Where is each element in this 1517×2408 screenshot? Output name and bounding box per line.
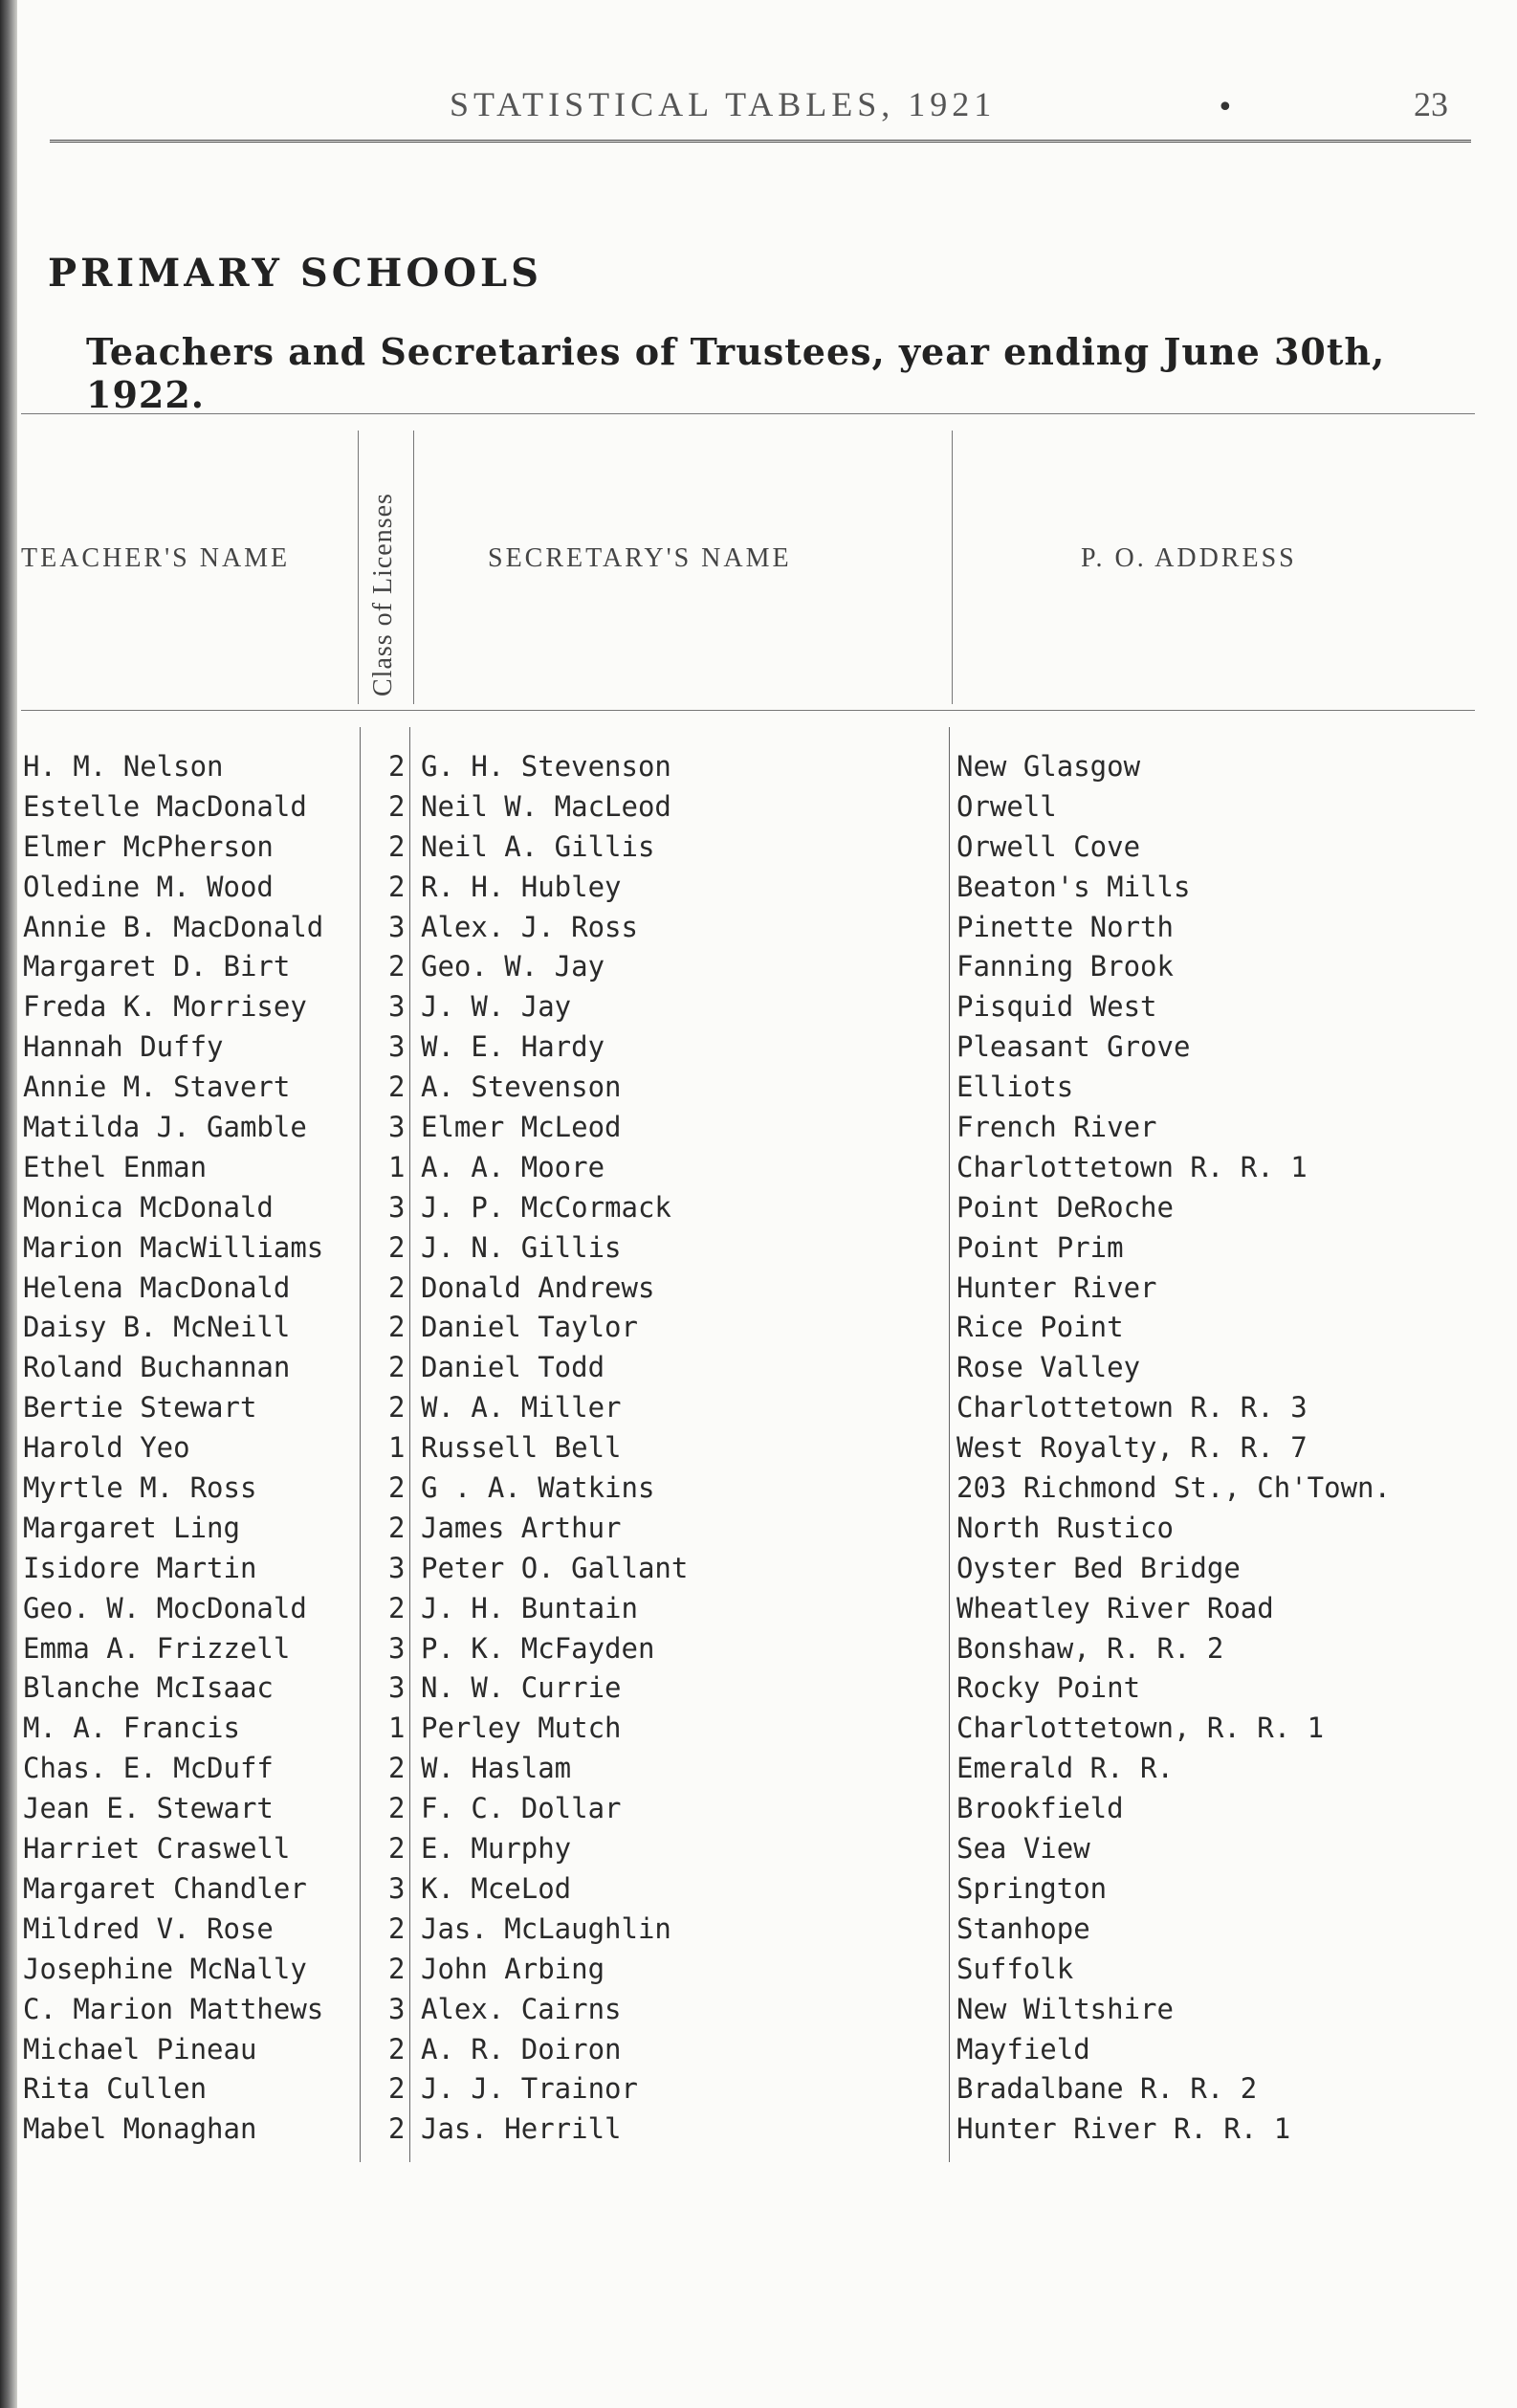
table-row <box>0 750 1517 790</box>
secretary-name-cell: F. C. Dollar <box>421 1792 622 1825</box>
secretary-name-cell: Neil A. Gillis <box>421 829 655 863</box>
table-row <box>0 2112 1517 2153</box>
table-row <box>0 1151 1517 1191</box>
license-class-cell: 3 <box>388 1190 406 1224</box>
table-row <box>0 1512 1517 1552</box>
table-row <box>0 990 1517 1030</box>
secretary-name-cell: A. A. Moore <box>421 1150 605 1183</box>
license-class-cell: 3 <box>388 1871 406 1905</box>
teacher-name-cell: Chas. E. McDuff <box>23 1752 274 1785</box>
table-row <box>0 1431 1517 1471</box>
po-address-cell: Pinette North <box>956 910 1174 943</box>
header-divider <box>952 431 953 704</box>
teacher-table-body <box>0 750 1517 2153</box>
table-row <box>0 1271 1517 1312</box>
license-class-cell: 1 <box>388 1431 406 1465</box>
secretary-name-cell: J. N. Gillis <box>421 1230 622 1264</box>
table-row <box>0 1993 1517 2033</box>
table-row <box>0 1712 1517 1752</box>
table-row <box>0 1471 1517 1512</box>
po-address-cell: Bonshaw, R. R. 2 <box>956 1631 1224 1665</box>
po-address-cell: Beaton's Mills <box>956 870 1191 903</box>
po-address-cell: Stanhope <box>956 1911 1090 1945</box>
po-address-cell: Brookfield <box>956 1792 1124 1825</box>
po-address-cell: West Royalty, R. R. 7 <box>956 1431 1308 1465</box>
license-class-cell: 3 <box>388 1631 406 1665</box>
secretary-name-cell: Jas. Herrill <box>421 2112 622 2146</box>
header-bottom-rule <box>21 710 1475 711</box>
table-row <box>0 911 1517 951</box>
running-title: STATISTICAL TABLES, 1921 <box>450 85 997 123</box>
teacher-name-cell: Hannah Duffy <box>23 1030 224 1064</box>
table-row <box>0 790 1517 830</box>
table-top-rule <box>21 413 1475 414</box>
secretary-name-cell: Neil W. MacLeod <box>421 789 671 823</box>
license-class-cell: 2 <box>388 1792 406 1825</box>
table-row <box>0 1391 1517 1431</box>
po-address-cell: Suffolk <box>956 1952 1074 1985</box>
po-address-cell: Orwell <box>956 789 1057 823</box>
secretary-name-cell: G. H. Stevenson <box>421 750 671 783</box>
secretary-name-cell: Alex. Cairns <box>421 1992 622 2025</box>
table-row <box>0 1311 1517 1351</box>
teacher-name-cell: H. M. Nelson <box>23 750 224 783</box>
header-divider <box>358 431 359 704</box>
po-address-cell: French River <box>956 1111 1157 1144</box>
table-row <box>0 1191 1517 1231</box>
teacher-name-cell: Mildred V. Rose <box>23 1911 274 1945</box>
header-dot: • <box>1217 91 1234 124</box>
po-address-cell: Rice Point <box>956 1311 1124 1344</box>
table-row <box>0 1592 1517 1632</box>
teacher-name-cell: Helena MacDonald <box>23 1270 291 1304</box>
teacher-name-cell: Harold Yeo <box>23 1431 190 1465</box>
table-row <box>0 1671 1517 1712</box>
license-class-cell: 2 <box>388 1391 406 1425</box>
secretary-name-cell: R. H. Hubley <box>421 870 622 903</box>
license-class-cell: 2 <box>388 1311 406 1344</box>
teacher-name-cell: Myrtle M. Ross <box>23 1471 257 1505</box>
teacher-name-cell: C. Marion Matthews <box>23 1992 324 2025</box>
secretary-name-cell: W. Haslam <box>421 1752 572 1785</box>
table-subtitle: Teachers and Secretaries of Trustees, year ending June 30th, 1922. <box>86 330 1386 416</box>
teacher-name-cell: Margaret D. Birt <box>23 950 291 983</box>
secretary-name-cell: P. K. McFayden <box>421 1631 655 1665</box>
po-address-cell: Wheatley River Road <box>956 1591 1274 1624</box>
po-address-cell: Charlottetown R. R. 3 <box>956 1391 1308 1425</box>
license-class-cell: 2 <box>388 870 406 903</box>
table-row <box>0 2033 1517 2073</box>
license-class-cell: 3 <box>388 910 406 943</box>
po-address-cell: Elliots <box>956 1071 1074 1104</box>
license-class-cell: 2 <box>388 829 406 863</box>
table-row <box>0 1792 1517 1832</box>
table-row <box>0 950 1517 990</box>
license-class-cell: 3 <box>388 1551 406 1584</box>
teacher-name-cell: M. A. Francis <box>23 1712 240 1745</box>
po-address-cell: Springton <box>956 1871 1108 1905</box>
teacher-name-cell: Mabel Monaghan <box>23 2112 257 2146</box>
teacher-name-cell: Estelle MacDonald <box>23 789 307 823</box>
license-class-cell: 1 <box>388 1712 406 1745</box>
secretary-name-cell: Elmer McLeod <box>421 1111 622 1144</box>
license-class-label: Class of Licenses <box>368 493 398 696</box>
teacher-name-cell: Margaret Chandler <box>23 1871 307 1905</box>
table-row <box>0 1552 1517 1592</box>
license-class-cell: 2 <box>388 1952 406 1985</box>
po-address-cell: Oyster Bed Bridge <box>956 1551 1241 1584</box>
license-class-cell: 3 <box>388 990 406 1024</box>
table-row <box>0 1912 1517 1953</box>
license-class-cell: 2 <box>388 789 406 823</box>
license-class-cell: 2 <box>388 1230 406 1264</box>
teacher-name-cell: Ethel Enman <box>23 1150 208 1183</box>
teacher-name-cell: Monica McDonald <box>23 1190 274 1224</box>
table-row <box>0 1953 1517 1993</box>
po-address-cell: Pisquid West <box>956 990 1157 1024</box>
secretary-name-cell: Daniel Todd <box>421 1351 605 1384</box>
teacher-name-cell: Bertie Stewart <box>23 1391 257 1425</box>
table-row <box>0 1832 1517 1872</box>
secretary-name-cell: N. W. Currie <box>421 1671 622 1705</box>
po-address-cell: Pleasant Grove <box>956 1030 1191 1064</box>
table-row <box>0 871 1517 911</box>
secretary-name-cell: A. R. Doiron <box>421 2032 622 2066</box>
po-address-cell: Bradalbane R. R. 2 <box>956 2072 1258 2106</box>
secretary-name-cell: Russell Bell <box>421 1431 622 1465</box>
po-address-cell: Hunter River R. R. 1 <box>956 2112 1291 2146</box>
table-row <box>0 1231 1517 1271</box>
po-address-cell: Fanning Brook <box>956 950 1174 983</box>
license-class-cell: 2 <box>388 1832 406 1866</box>
secretary-name-cell: Geo. W. Jay <box>421 950 605 983</box>
secretary-name-cell: A. Stevenson <box>421 1071 622 1104</box>
po-address-cell: Orwell Cove <box>956 829 1141 863</box>
license-class-cell: 2 <box>388 1752 406 1785</box>
secretary-name-column-header: SECRETARY'S NAME <box>488 543 792 573</box>
secretary-name-cell: Jas. McLaughlin <box>421 1911 671 1945</box>
po-address-cell: North Rustico <box>956 1511 1174 1544</box>
teacher-name-cell: Margaret Ling <box>23 1511 240 1544</box>
license-class-cell: 3 <box>388 1030 406 1064</box>
teacher-name-cell: Roland Buchannan <box>23 1351 291 1384</box>
section-title: PRIMARY SCHOOLS <box>48 251 543 296</box>
table-row <box>0 1351 1517 1391</box>
teacher-name-cell: Matilda J. Gamble <box>23 1111 307 1144</box>
teacher-name-cell: Freda K. Morrisey <box>23 990 307 1024</box>
po-address-cell: Charlottetown, R. R. 1 <box>956 1712 1325 1745</box>
secretary-name-cell: G . A. Watkins <box>421 1471 655 1505</box>
secretary-name-cell: Perley Mutch <box>421 1712 622 1745</box>
license-class-cell: 3 <box>388 1992 406 2025</box>
teacher-name-cell: Michael Pineau <box>23 2032 257 2066</box>
secretary-name-cell: J. W. Jay <box>421 990 572 1024</box>
teacher-name-cell: Annie M. Stavert <box>23 1071 291 1104</box>
po-address-column-header: P. O. ADDRESS <box>1081 543 1297 573</box>
license-class-cell: 2 <box>388 1351 406 1384</box>
teacher-name-cell: Geo. W. MocDonald <box>23 1591 307 1624</box>
secretary-name-cell: Daniel Taylor <box>421 1311 638 1344</box>
teacher-name-cell: Jean E. Stewart <box>23 1792 274 1825</box>
table-row <box>0 1071 1517 1111</box>
header-divider <box>413 431 414 704</box>
license-class-cell: 3 <box>388 1111 406 1144</box>
po-address-cell: Emerald R. R. <box>956 1752 1174 1785</box>
license-class-cell: 2 <box>388 750 406 783</box>
license-class-cell: 2 <box>388 1591 406 1624</box>
secretary-name-cell: W. E. Hardy <box>421 1030 605 1064</box>
teacher-name-cell: Emma A. Frizzell <box>23 1631 291 1665</box>
license-class-cell: 2 <box>388 1270 406 1304</box>
page-number: 23 <box>1414 85 1448 123</box>
secretary-name-cell: J. H. Buntain <box>421 1591 638 1624</box>
secretary-name-cell: J. J. Trainor <box>421 2072 638 2106</box>
secretary-name-cell: James Arthur <box>421 1511 622 1544</box>
license-class-cell: 1 <box>388 1150 406 1183</box>
table-row <box>0 1111 1517 1151</box>
license-class-cell: 2 <box>388 2032 406 2066</box>
table-row <box>0 1872 1517 1912</box>
po-address-cell: Rocky Point <box>956 1671 1141 1705</box>
table-row <box>0 830 1517 871</box>
license-class-cell: 3 <box>388 1671 406 1705</box>
header-rule <box>50 140 1471 143</box>
license-class-cell: 2 <box>388 1911 406 1945</box>
license-class-cell: 2 <box>388 1471 406 1505</box>
secretary-name-cell: W. A. Miller <box>421 1391 622 1425</box>
po-address-cell: Mayfield <box>956 2032 1090 2066</box>
table-row <box>0 1030 1517 1071</box>
po-address-cell: Point Prim <box>956 1230 1124 1264</box>
teacher-name-cell: Isidore Martin <box>23 1551 257 1584</box>
secretary-name-cell: Peter O. Gallant <box>421 1551 689 1584</box>
table-row <box>0 1632 1517 1672</box>
po-address-cell: New Glasgow <box>956 750 1141 783</box>
teacher-name-column-header: TEACHER'S NAME <box>21 543 291 573</box>
po-address-cell: Rose Valley <box>956 1351 1141 1384</box>
teacher-name-cell: Josephine McNally <box>23 1952 307 1985</box>
teacher-name-cell: Rita Cullen <box>23 2072 208 2106</box>
license-class-cell: 2 <box>388 2112 406 2146</box>
po-address-cell: New Wiltshire <box>956 1992 1174 2025</box>
teacher-name-cell: Elmer McPherson <box>23 829 274 863</box>
secretary-name-cell: Alex. J. Ross <box>421 910 638 943</box>
teacher-name-cell: Blanche McIsaac <box>23 1671 274 1705</box>
po-address-cell: 203 Richmond St., Ch'Town. <box>956 1471 1391 1505</box>
secretary-name-cell: E. Murphy <box>421 1832 572 1866</box>
secretary-name-cell: J. P. McCormack <box>421 1190 671 1224</box>
table-row <box>0 1752 1517 1792</box>
secretary-name-cell: K. MceLod <box>421 1871 572 1905</box>
secretary-name-cell: Donald Andrews <box>421 1270 655 1304</box>
teacher-name-cell: Harriet Craswell <box>23 1832 291 1866</box>
po-address-cell: Hunter River <box>956 1270 1157 1304</box>
teacher-name-cell: Daisy B. McNeill <box>23 1311 291 1344</box>
license-class-cell: 2 <box>388 2072 406 2106</box>
table-row <box>0 2072 1517 2112</box>
teacher-name-cell: Marion MacWilliams <box>23 1230 324 1264</box>
po-address-cell: Charlottetown R. R. 1 <box>956 1150 1308 1183</box>
po-address-cell: Point DeRoche <box>956 1190 1174 1224</box>
po-address-cell: Sea View <box>956 1832 1090 1866</box>
license-class-cell: 2 <box>388 950 406 983</box>
teacher-name-cell: Annie B. MacDonald <box>23 910 324 943</box>
license-class-cell: 2 <box>388 1071 406 1104</box>
license-class-cell: 2 <box>388 1511 406 1544</box>
secretary-name-cell: John Arbing <box>421 1952 605 1985</box>
teacher-name-cell: Oledine M. Wood <box>23 870 274 903</box>
